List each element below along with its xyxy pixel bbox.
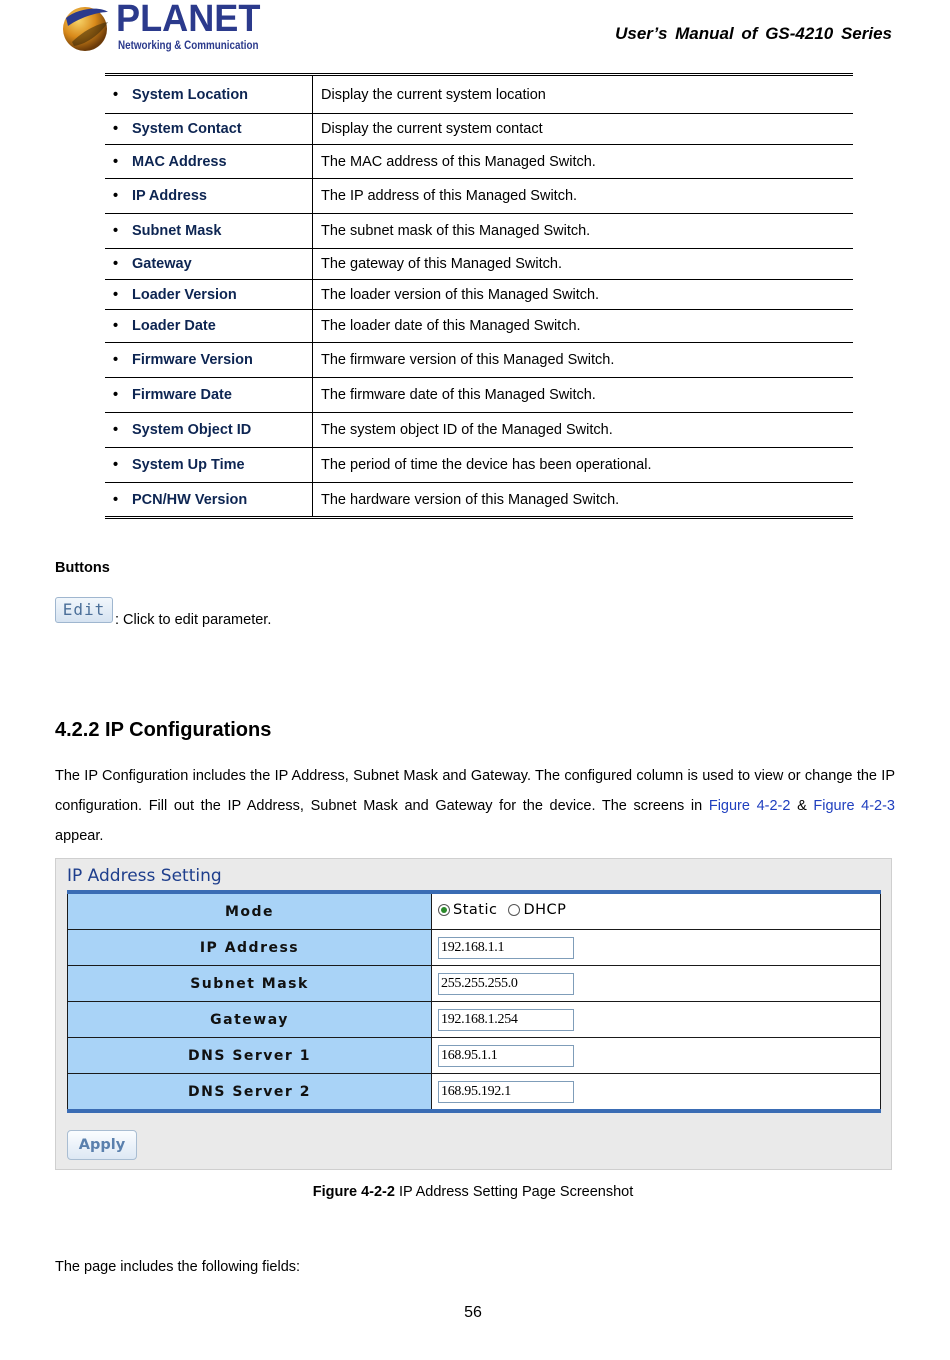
figure-caption	[0, 1184, 946, 1200]
field-description: The loader date of this Managed Switch.	[313, 310, 854, 343]
field-description: The gateway of this Managed Switch.	[313, 249, 854, 280]
static-radio-label[interactable]: Static	[453, 902, 498, 918]
subnet-mask-label: Subnet Mask	[68, 966, 432, 1002]
logo-tagline: Networking & Communication	[118, 38, 259, 52]
gateway-input[interactable]	[438, 1009, 574, 1031]
table-row	[105, 145, 853, 179]
static-radio[interactable]	[438, 904, 450, 916]
field-description: The loader version of this Managed Switch.	[313, 280, 854, 310]
paragraph-text-end: appear.	[55, 828, 104, 844]
table-row	[105, 448, 853, 483]
dhcp-radio[interactable]	[508, 904, 520, 916]
section-heading: 4.2.2 IP Configurations	[55, 719, 272, 741]
caption-text: IP Address Setting Page Screenshot	[394, 1184, 634, 1200]
field-description: The MAC address of this Managed Switch.	[313, 145, 854, 179]
dns-server-2-input[interactable]	[438, 1081, 574, 1103]
field-description: The system object ID of the Managed Switch.	[313, 413, 854, 448]
field-name: • MAC Address	[105, 145, 313, 179]
dns-server-1-input[interactable]	[438, 1045, 574, 1067]
system-info-field-table	[105, 73, 853, 519]
manual-title: User’s Manual of GS-4210 Series	[615, 24, 892, 43]
field-description: The period of time the device has been operational.	[313, 448, 854, 483]
ip-settings-table	[67, 890, 881, 1113]
figure-link-4-2-2[interactable]: Figure 4-2-2	[708, 798, 791, 814]
field-description: The firmware date of this Managed Switch.	[313, 378, 854, 413]
field-name: • System Up Time	[105, 448, 313, 483]
field-description: The IP address of this Managed Switch.	[313, 179, 854, 214]
paragraph-ampersand: &	[790, 798, 814, 814]
dns-server-1-label: DNS Server 1	[68, 1038, 432, 1074]
edit-button[interactable]: Edit	[55, 597, 113, 623]
caption-figure-number: Figure 4-2-2	[312, 1184, 395, 1200]
field-name: • Loader Version	[105, 280, 313, 310]
field-name: • IP Address	[105, 179, 313, 214]
gateway-row	[68, 1002, 881, 1038]
planet-logo	[58, 0, 268, 56]
edit-button-description: : Click to edit parameter.	[115, 612, 272, 628]
table-row	[105, 280, 853, 310]
field-name: • System Object ID	[105, 413, 313, 448]
subnet-mask-input[interactable]	[438, 973, 574, 995]
field-name: • Subnet Mask	[105, 214, 313, 249]
table-row	[105, 114, 853, 145]
field-description: The firmware version of this Managed Switch.	[313, 343, 854, 378]
table-row	[105, 378, 853, 413]
field-name: • System Location	[105, 75, 313, 114]
field-name: • Firmware Date	[105, 378, 313, 413]
mode-row	[68, 892, 881, 930]
table-row	[105, 483, 853, 518]
mode-value	[432, 892, 881, 930]
figure-link-4-2-3[interactable]: Figure 4-2-3	[813, 798, 895, 814]
section-paragraph	[55, 761, 895, 851]
table-row	[105, 75, 853, 114]
logo-wordmark: PLANET	[116, 0, 261, 40]
page-number: 56	[464, 1304, 482, 1321]
panel-title: IP Address Setting	[67, 866, 222, 886]
mode-label: Mode	[68, 892, 432, 930]
buttons-heading: Buttons	[55, 560, 110, 576]
subnet-mask-row	[68, 966, 881, 1002]
mode-radio-group	[438, 902, 566, 918]
gateway-label: Gateway	[68, 1002, 432, 1038]
dhcp-radio-label[interactable]: DHCP	[523, 902, 567, 918]
dns-server-2-label: DNS Server 2	[68, 1074, 432, 1112]
dns-server-1-row	[68, 1038, 881, 1074]
ip-address-setting-panel	[55, 858, 892, 1170]
fields-intro: The page includes the following fields:	[55, 1259, 301, 1275]
dns-server-2-row	[68, 1074, 881, 1112]
ip-address-input[interactable]	[438, 937, 574, 959]
field-description: Display the current system contact	[313, 114, 854, 145]
ip-address-row	[68, 930, 881, 966]
field-name: • Firmware Version	[105, 343, 313, 378]
field-name: • System Contact	[105, 114, 313, 145]
table-row	[105, 413, 853, 448]
table-row	[105, 310, 853, 343]
table-row	[105, 214, 853, 249]
apply-button[interactable]: Apply	[67, 1130, 137, 1160]
field-description: The hardware version of this Managed Switch.	[321, 491, 620, 508]
table-row	[105, 179, 853, 214]
globe-logo-icon	[60, 2, 110, 52]
table-row	[105, 343, 853, 378]
field-name: • Gateway	[105, 249, 313, 280]
table-row	[105, 249, 853, 280]
field-name: • Loader Date	[105, 310, 313, 343]
paragraph-text: The IP Configuration includes the IP Address, Subnet Mask and Gateway. The configured column is used to view or change the IP configuration. Fill out the IP Address, Subnet Mask and Gateway for the device. The screens in	[55, 768, 895, 814]
field-description: The subnet mask of this Managed Switch.	[313, 214, 854, 249]
ip-address-label: IP Address	[68, 930, 432, 966]
field-description: Display the current system location	[313, 75, 854, 114]
field-name: • PCN/HW Version	[105, 483, 313, 518]
